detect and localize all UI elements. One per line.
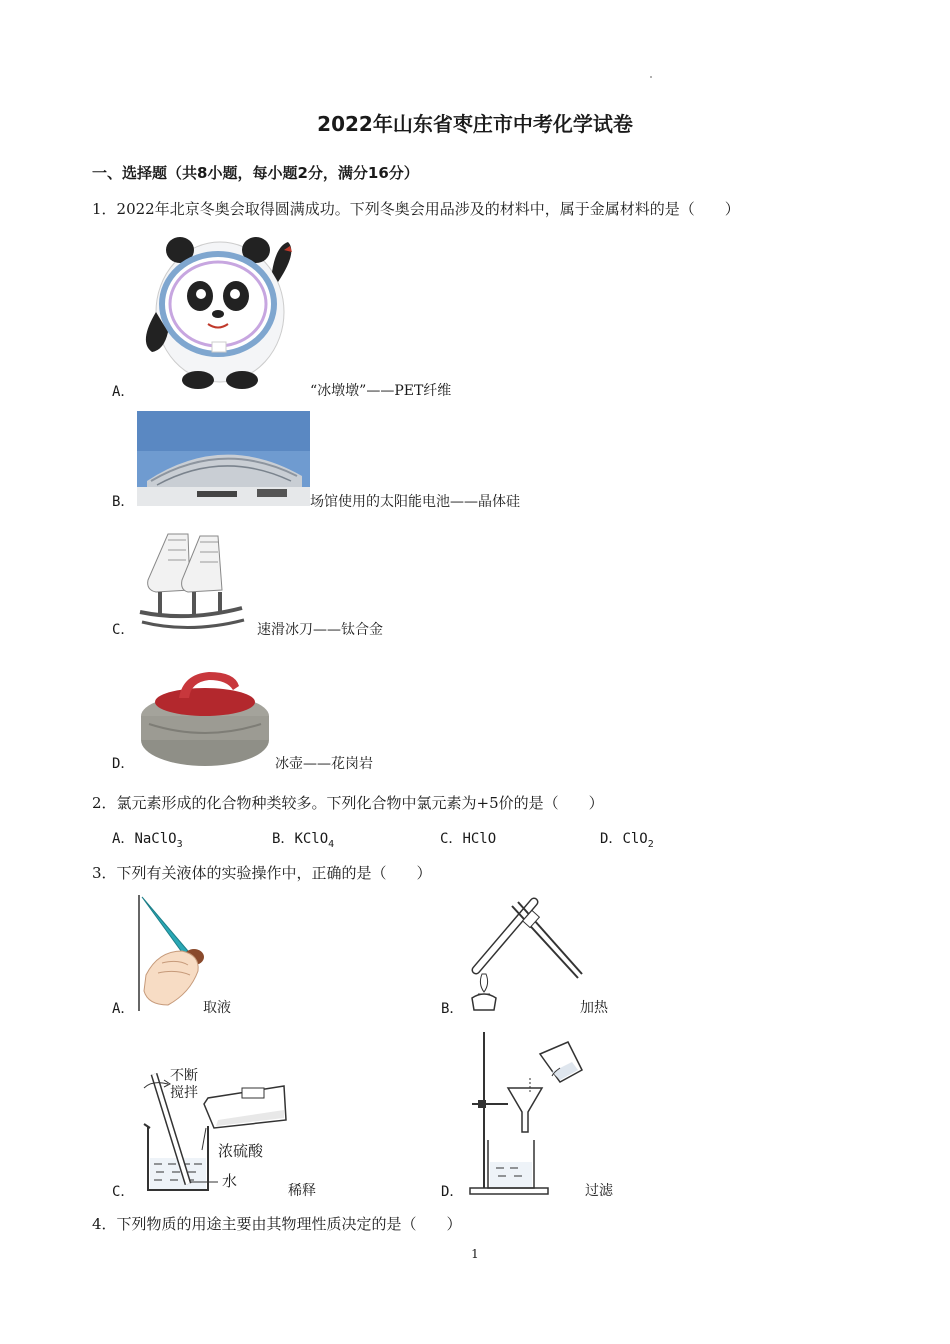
q2-option-b-sub: 4 (328, 838, 335, 850)
q2-option-a (112, 828, 183, 850)
page-title: 2022年山东省枣庄市中考化学试卷 (317, 112, 633, 136)
water-label: 水 (222, 1172, 238, 1190)
q2-option-a-sub: 3 (176, 838, 183, 850)
q2-option-d-formula: ClO (622, 831, 648, 847)
q2-option-b-formula: KClO (294, 831, 329, 847)
dilution-diagram (138, 1066, 288, 1196)
q2-option-d-label: D． (600, 831, 623, 847)
q3-option-d-label: D． (441, 1184, 464, 1200)
scan-dot (650, 76, 652, 78)
q2-option-c-formula: HClO (462, 831, 497, 847)
bing-dwen-dwen-image (138, 232, 303, 390)
q3-option-a-text: 取液 (203, 1000, 231, 1016)
stadium-image (137, 411, 310, 506)
q1-option-c-text: 速滑冰刀——钛合金 (257, 622, 383, 638)
q3-option-c-text: 稀释 (288, 1183, 316, 1199)
q2-option-b-label: B． (272, 831, 295, 847)
q2-option-d (600, 828, 654, 850)
q1-option-c-label: C． (112, 622, 135, 638)
q2-option-d-sub: 2 (647, 838, 654, 850)
question-1-stem: 1．2022年北京冬奥会取得圆满成功。下列冬奥会用品涉及的材料中，属于金属材料的是（ ） (92, 200, 740, 218)
q3-option-b-text: 加热 (580, 1000, 608, 1016)
q2-option-a-label: A． (112, 831, 135, 847)
stir-label: 不断搅拌 (170, 1068, 198, 1101)
q1-option-d-text: 冰壶——花岗岩 (275, 756, 373, 772)
q1-option-a-text: “冰墩墩”——PET纤维 (310, 383, 452, 399)
q1-option-d-label: D． (112, 756, 135, 772)
q3-option-b-label: B． (441, 1001, 464, 1017)
acid-label: 浓硫酸 (218, 1142, 264, 1160)
question-3-stem: 3．下列有关液体的实验操作中，正确的是（ ） (92, 864, 432, 882)
filtration-diagram (468, 1028, 588, 1196)
heating-test-tube-diagram (468, 898, 583, 1016)
question-2-stem: 2．氯元素形成的化合物种类较多。下列化合物中氯元素为+5价的是（ ） (92, 794, 604, 812)
q2-option-b (272, 828, 334, 850)
q3-option-a-label: A． (112, 1001, 135, 1017)
q2-option-c-label: C． (440, 831, 463, 847)
curling-stone-image (139, 664, 271, 768)
q2-option-c (440, 828, 496, 848)
q1-option-a-label: A． (112, 384, 135, 400)
q3-option-c-label: C． (112, 1184, 135, 1200)
q3-option-d-text: 过滤 (585, 1183, 613, 1199)
page-number: 1 (471, 1247, 479, 1261)
ice-skates-image (138, 530, 248, 634)
q1-option-b-label: B． (112, 494, 135, 510)
dropper-diagram (138, 893, 218, 1013)
q2-option-a-formula: NaClO (134, 831, 177, 847)
question-4-stem: 4．下列物质的用途主要由其物理性质决定的是（ ） (92, 1215, 462, 1233)
section-heading: 一、选择题（共8小题，每小题2分，满分16分） (92, 164, 419, 182)
q1-option-b-text: 场馆使用的太阳能电池——晶体硅 (310, 494, 520, 510)
